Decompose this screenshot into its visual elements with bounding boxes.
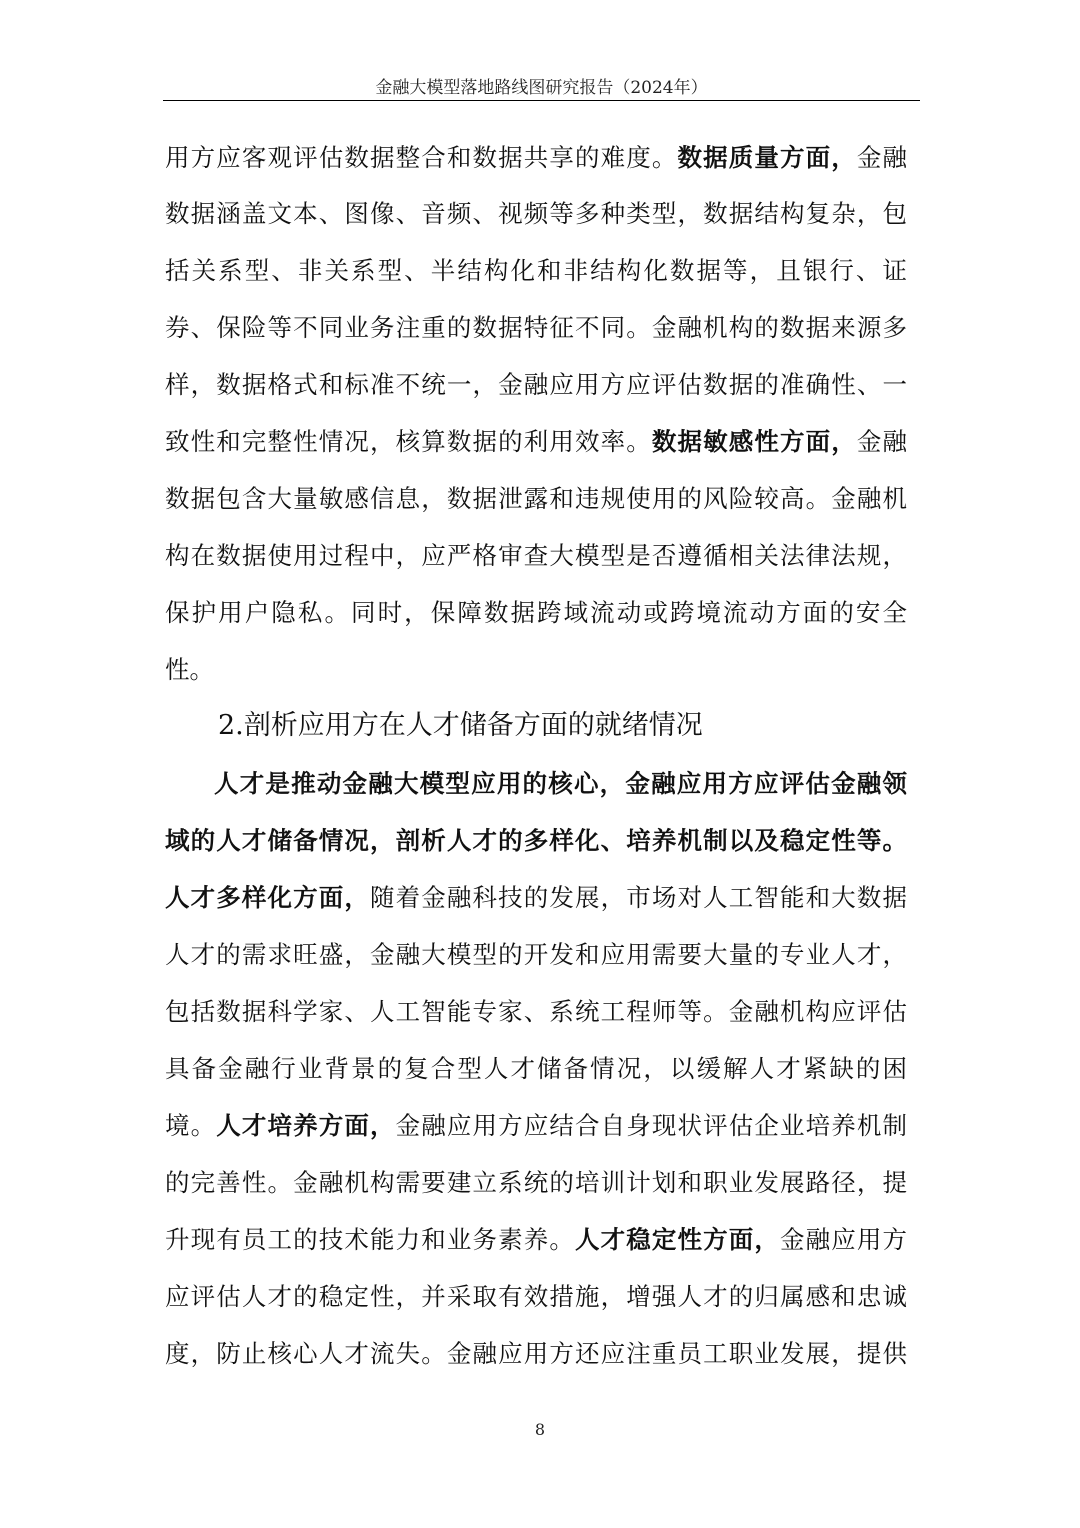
text-line: 升现有员工的技术能力和业务素养。人才稳定性方面，金融应用方	[165, 1225, 907, 1254]
bold-term-data-quality: 数据质量方面，	[677, 143, 857, 172]
text-line: 括关系型、非关系型、半结构化和非结构化数据等，且银行、证	[165, 256, 907, 285]
bold-term-talent-training: 人才培养方面，	[216, 1111, 396, 1140]
header-rule	[163, 100, 920, 101]
text-line: 数据包含大量敏感信息，数据泄露和违规使用的风险较高。金融机	[165, 484, 907, 513]
text-line: 域的人才储备情况，剖析人才的多样化、培养机制以及稳定性等。	[165, 826, 907, 855]
text-line: 的完善性。金融机构需要建立系统的培训计划和职业发展路径，提	[165, 1168, 907, 1197]
text-line: 性。	[165, 655, 214, 684]
section-heading: 2.剖析应用方在人才储备方面的就绪情况	[218, 710, 703, 741]
text-line: 境。人才培养方面，金融应用方应结合自身现状评估企业培养机制	[165, 1111, 907, 1140]
text-line: 致性和完整性情况，核算数据的利用效率。数据敏感性方面，金融	[165, 427, 907, 456]
text-line: 券、保险等不同业务注重的数据特征不同。金融机构的数据来源多	[165, 313, 907, 342]
page-header: 金融大模型落地路线图研究报告（2024年）	[375, 78, 708, 98]
text-line: 数据涵盖文本、图像、音频、视频等多种类型，数据结构复杂，包	[165, 199, 907, 228]
text-line: 人才是推动金融大模型应用的核心，金融应用方应评估金融领	[214, 769, 907, 798]
text-line: 保护用户隐私。同时，保障数据跨域流动或跨境流动方面的安全	[165, 598, 907, 627]
page-number: 8	[534, 1420, 546, 1439]
text-line: 度，防止核心人才流失。金融应用方还应注重员工职业发展，提供	[165, 1339, 907, 1368]
text-line: 应评估人才的稳定性，并采取有效措施，增强人才的归属感和忠诚	[165, 1282, 907, 1311]
text-line: 构在数据使用过程中，应严格审查大模型是否遵循相关法律法规，	[165, 541, 907, 570]
text-line: 具备金融行业背景的复合型人才储备情况，以缓解人才紧缺的困	[165, 1054, 907, 1083]
text-line: 包括数据科学家、人工智能专家、系统工程师等。金融机构应评估	[165, 997, 907, 1026]
text-line: 人才的需求旺盛，金融大模型的开发和应用需要大量的专业人才，	[165, 940, 907, 969]
text-line: 用方应客观评估数据整合和数据共享的难度。数据质量方面，金融	[165, 143, 907, 172]
text-line: 人才多样化方面，随着金融科技的发展，市场对人工智能和大数据	[165, 883, 907, 912]
text-line: 样，数据格式和标准不统一，金融应用方应评估数据的准确性、一	[165, 370, 907, 399]
bold-term-talent-stability: 人才稳定性方面，	[575, 1225, 780, 1254]
bold-term-talent-diversity: 人才多样化方面，	[165, 883, 370, 912]
bold-term-data-sensitivity: 数据敏感性方面，	[651, 427, 857, 456]
